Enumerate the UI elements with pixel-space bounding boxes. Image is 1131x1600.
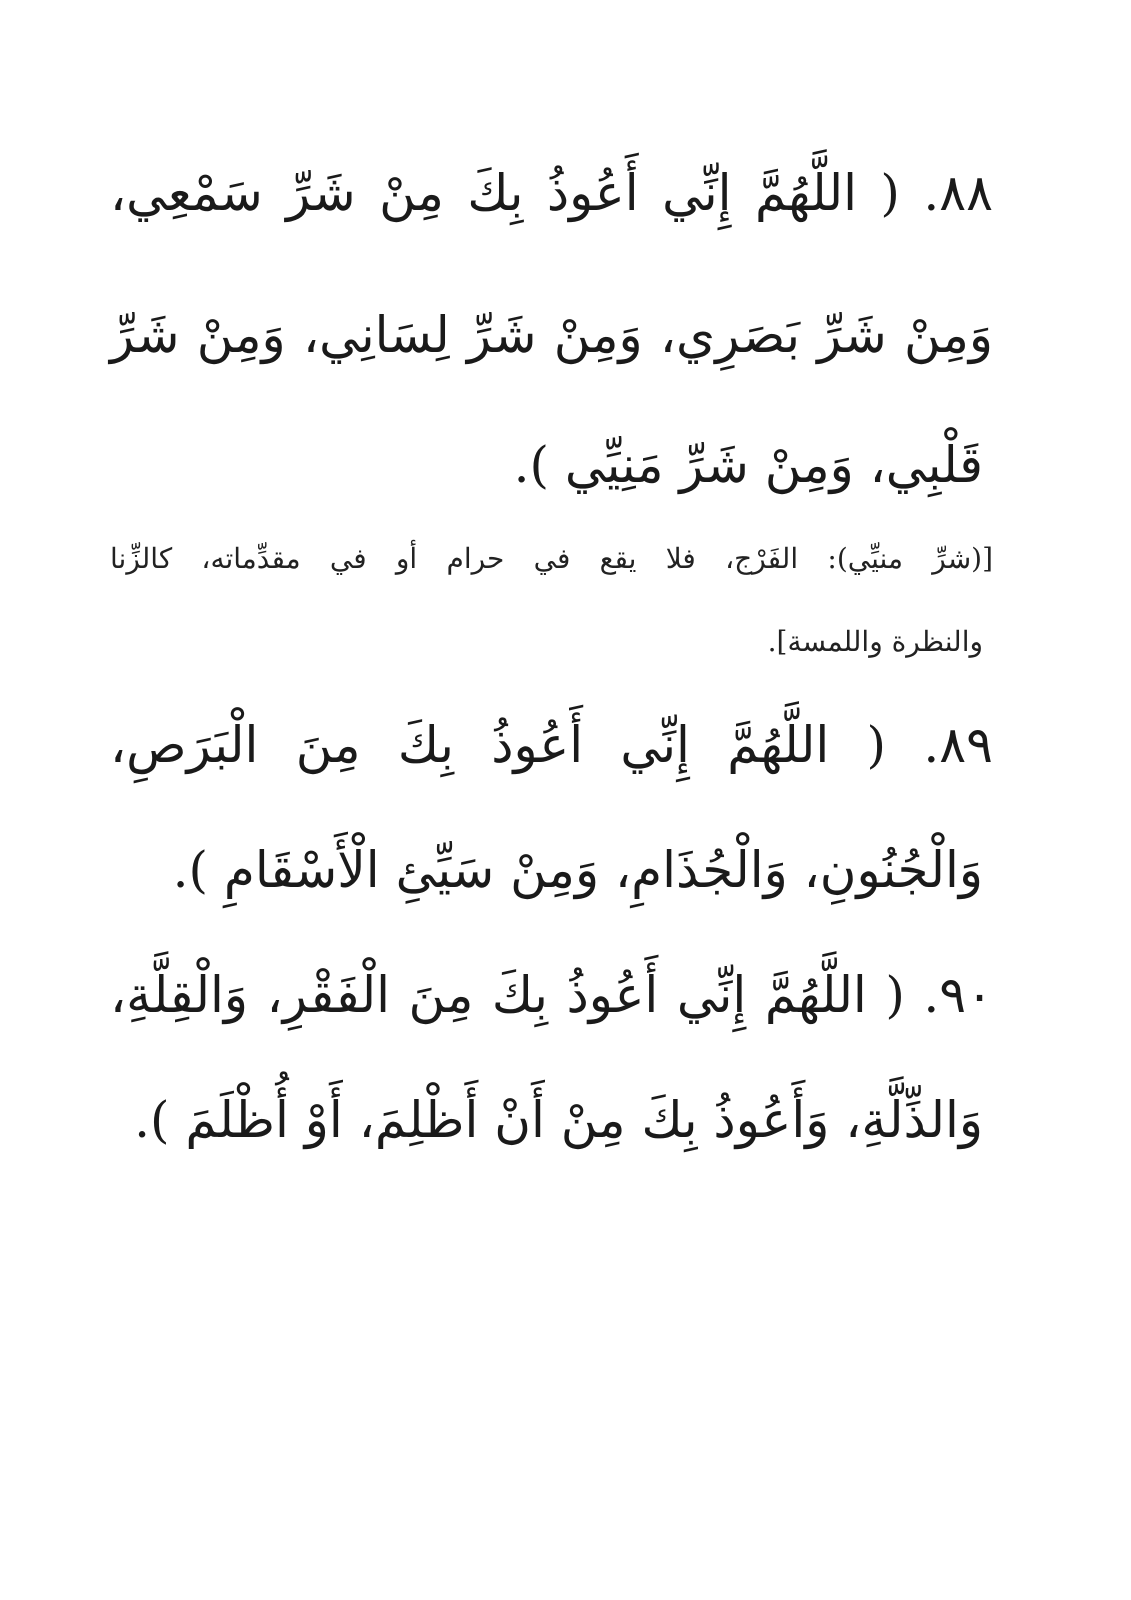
dua-89-line-1: ٨٩. ( اللَّهُمَّ إِنِّي أَعُوذُ بِكَ مِنَ الْبَرَصِ، <box>110 716 993 774</box>
dua-88-line-2: وَمِنْ شَرِّ بَصَرِي، وَمِنْ شَرِّ لِسَانِي، وَمِنْ شَرِّ <box>110 306 993 364</box>
dua-90-line-2: وَالذِّلَّةِ، وَأَعُوذُ بِكَ مِنْ أَنْ أَظْلِمَ، أَوْ أُظْلَمَ ). <box>134 1091 983 1149</box>
dua-90-line-1: ٩٠. ( اللَّهُمَّ إِنِّي أَعُوذُ بِكَ مِنَ الْفَقْرِ، وَالْقِلَّةِ، <box>110 966 993 1024</box>
dua-89-line-2: وَالْجُنُونِ، وَالْجُذَامِ، وَمِنْ سَيِّئِ الْأَسْقَامِ ). <box>172 841 983 899</box>
dua-88-note-line-2: والنظرة واللمسة]. <box>767 625 983 658</box>
dua-88-note-line-1: [(شرِّ منيِّي): الفَرْج، فلا يقع في حرام أو في مقدِّماته، كالزِّنا <box>110 542 993 575</box>
dua-88-line-1: ٨٨. ( اللَّهُمَّ إِنِّي أَعُوذُ بِكَ مِنْ شَرِّ سَمْعِي، <box>110 164 993 222</box>
dua-88-line-3: قَلْبِي، وَمِنْ شَرِّ مَنِيِّي ). <box>513 436 983 494</box>
